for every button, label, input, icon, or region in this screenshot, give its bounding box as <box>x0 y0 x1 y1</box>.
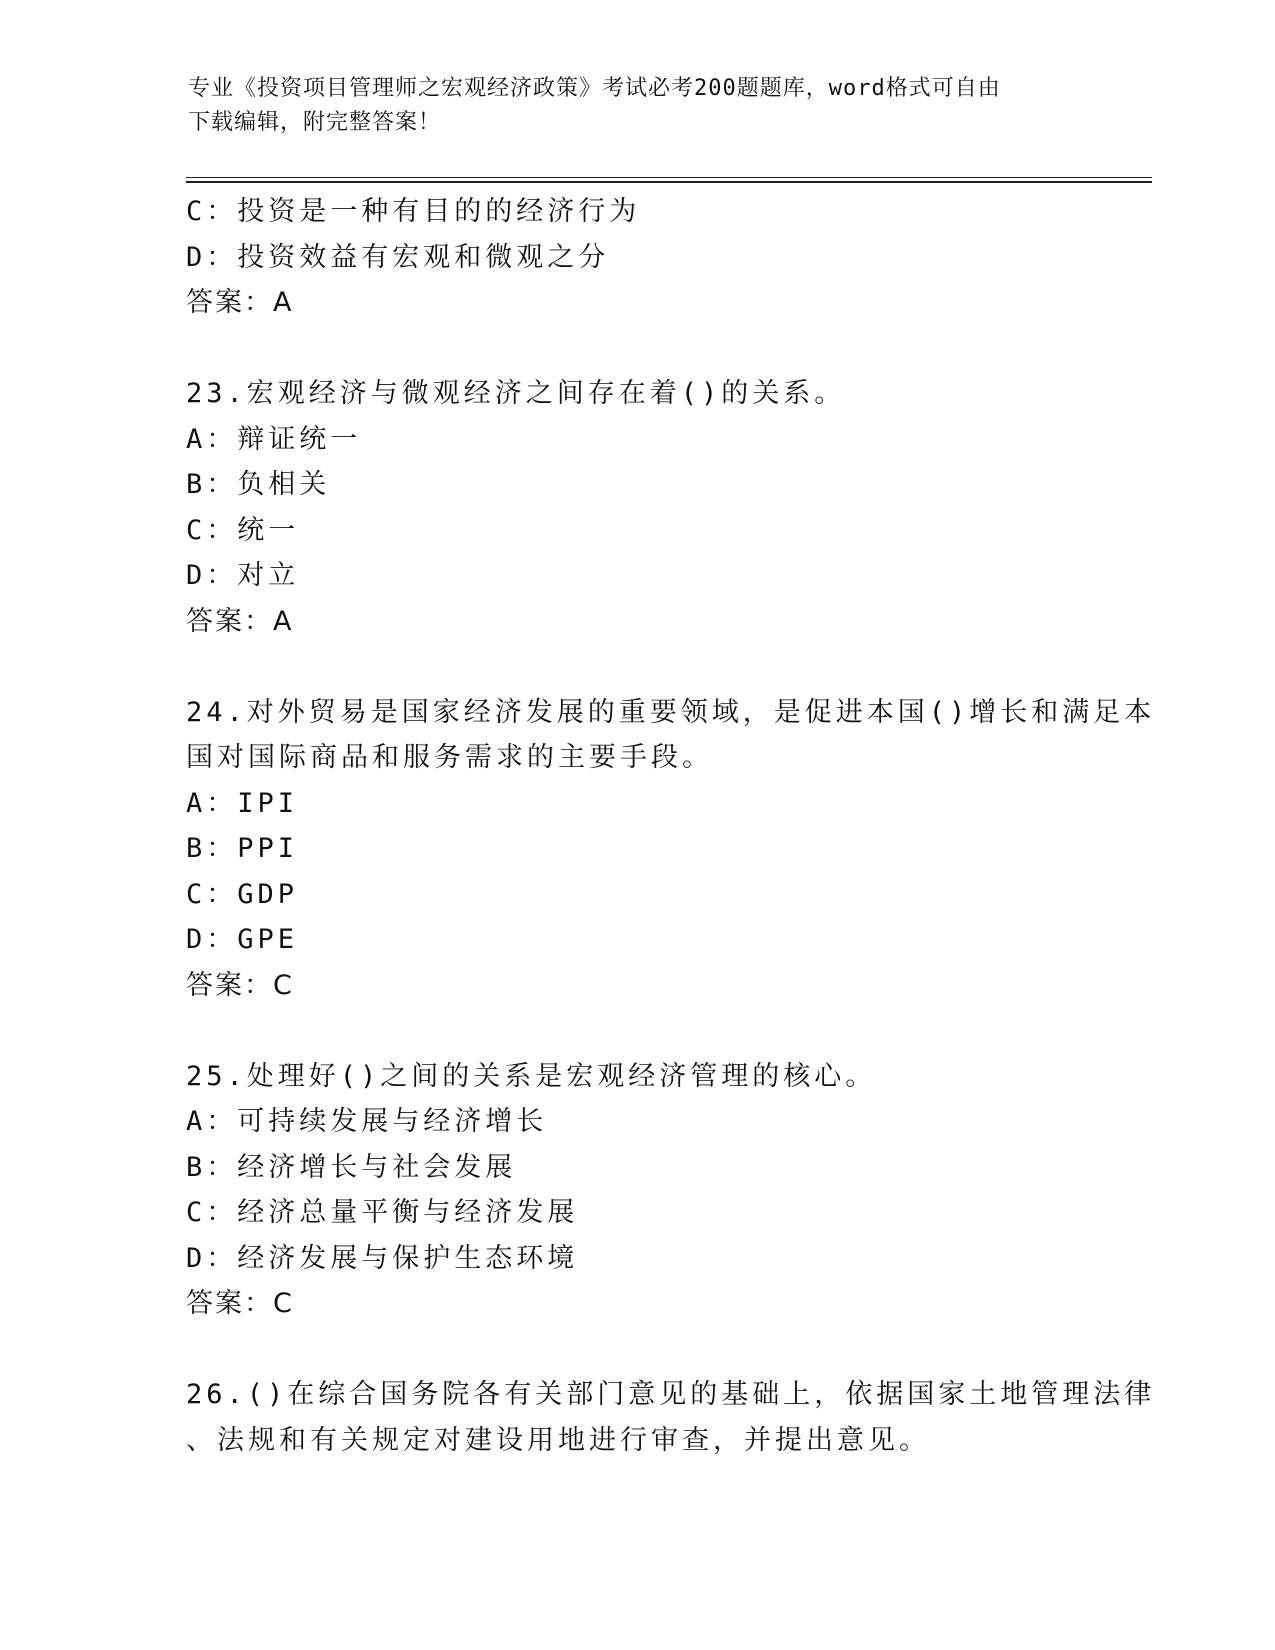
question-stem: 25.处理好()之间的关系是宏观经济管理的核心。 <box>186 1060 877 1092</box>
question-list <box>186 189 1156 1463</box>
option-b: B：经济增长与社会发展 <box>186 1151 517 1183</box>
option-c: C：统一 <box>186 514 300 546</box>
question-23 <box>186 371 1086 644</box>
answer-line: 答案：C <box>186 1288 294 1319</box>
question-25 <box>186 1054 1086 1327</box>
answer-line: 答案：A <box>186 287 294 318</box>
question-26 <box>186 1372 1156 1463</box>
answer-line: 答案：C <box>186 969 294 1001</box>
option-d: D：GPE <box>186 924 299 955</box>
answer-line: 答案：A <box>186 605 294 637</box>
header-title-line-1: 专业《投资项目管理师之宏观经济政策》考试必考200题题库，word格式可自由 <box>188 76 1001 101</box>
spacer <box>186 1327 1086 1373</box>
header-rule-thick <box>186 181 1152 183</box>
option-c: C：GDP <box>186 878 299 910</box>
question-stem: 23.宏观经济与微观经济之间存在着()的关系。 <box>186 378 846 409</box>
document-header <box>188 72 1068 140</box>
spacer <box>186 326 1086 372</box>
option-d: D：经济发展与保护生态环境 <box>186 1242 579 1274</box>
header-rule-thin <box>186 177 1152 178</box>
question-stem: 26.()在综合国务院各有关部门意见的基础上，依据国家土地管理法律 <box>186 1379 1156 1410</box>
option-c: C：投资是一种有目的的经济行为 <box>186 196 641 227</box>
question-24 <box>186 690 1156 1009</box>
option-b: B：PPI <box>186 833 299 864</box>
spacer <box>186 1008 1086 1054</box>
option-a: A：可持续发展与经济增长 <box>186 1106 548 1137</box>
option-c: C：经济总量平衡与经济发展 <box>186 1197 579 1228</box>
option-d: D：投资效益有宏观和微观之分 <box>186 241 610 273</box>
header-title-line-2: 下载编辑，附完整答案！ <box>188 110 442 135</box>
option-a: A：辩证统一 <box>186 423 362 455</box>
question-stem: 24.对外贸易是国家经济发展的重要领域，是促进本国()增长和满足本 <box>186 696 1156 728</box>
option-d: D：对立 <box>186 560 300 591</box>
option-b: B：负相关 <box>186 469 331 500</box>
spacer <box>186 644 1086 690</box>
option-a: A：IPI <box>186 787 299 819</box>
question-stem-continued: 国对国际商品和服务需求的主要手段。 <box>186 742 713 773</box>
question-partial <box>186 189 1086 326</box>
question-stem-continued: 、法规和有关规定对建设用地进行审查，并提出意见。 <box>186 1424 930 1456</box>
